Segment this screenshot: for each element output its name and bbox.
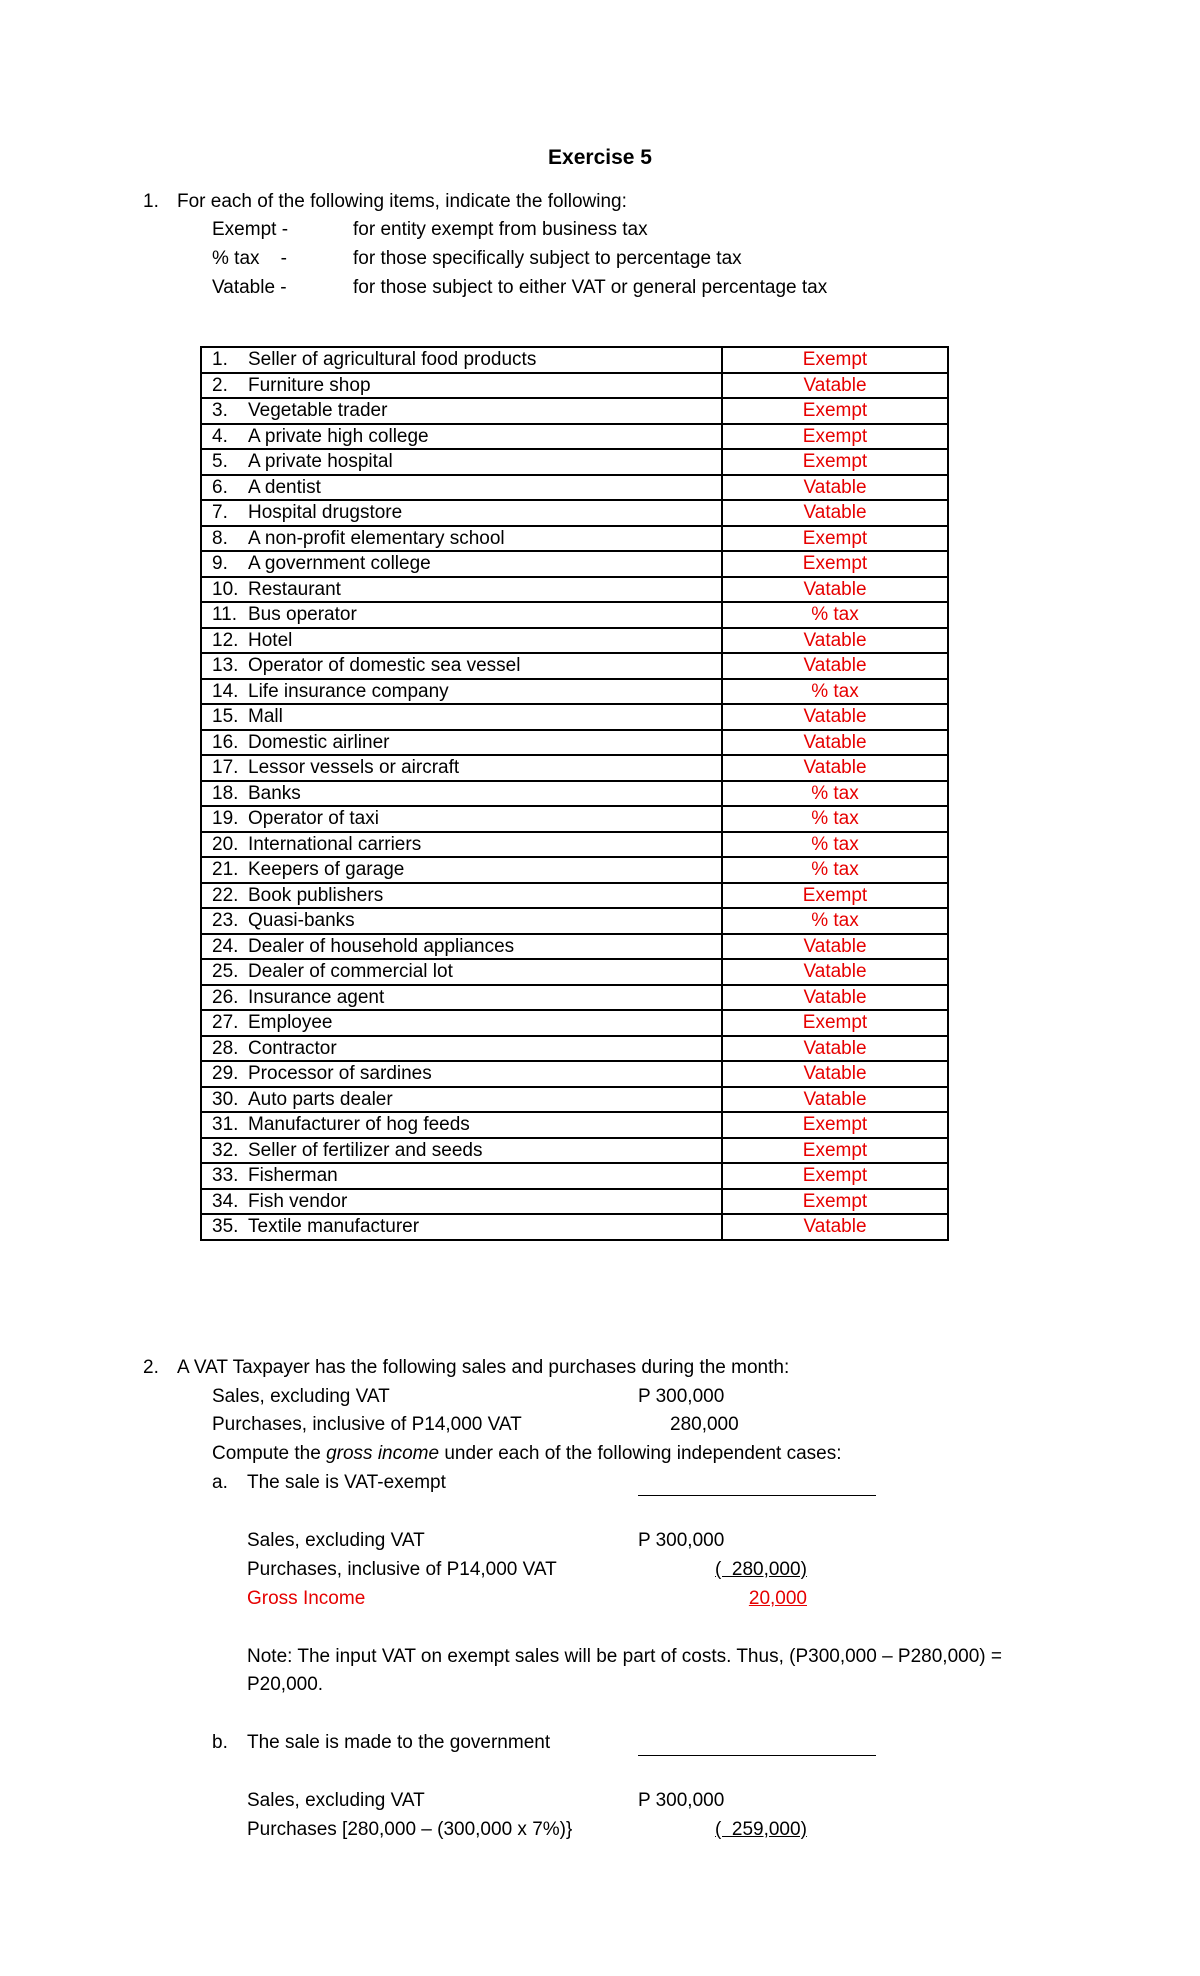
table-row <box>201 602 948 628</box>
item-number: 13. <box>212 655 239 677</box>
item-cell <box>201 1138 722 1164</box>
item-number: 6. <box>212 476 228 498</box>
item-number: 2. <box>212 374 228 396</box>
case-a-note-line2: P20,000. <box>247 1674 324 1695</box>
item-cell <box>201 883 722 909</box>
item-cell <box>201 1010 722 1036</box>
item-label: Banks <box>248 782 301 804</box>
item-answer: Exempt <box>722 1138 948 1164</box>
table-row <box>201 1138 948 1164</box>
table-row <box>201 398 948 424</box>
legend-desc-exempt: for entity exempt from business tax <box>353 219 648 240</box>
item-label: A private hospital <box>248 451 393 473</box>
item-cell <box>201 475 722 501</box>
item-label: Textile manufacturer <box>248 1216 420 1238</box>
item-cell <box>201 1189 722 1215</box>
case-a-letter: a. <box>212 1472 228 1493</box>
item-number: 12. <box>212 629 239 651</box>
table-row <box>201 577 948 603</box>
item-label: Hotel <box>248 629 293 651</box>
item-number: 21. <box>212 859 239 881</box>
item-cell <box>201 398 722 424</box>
item-label: International carriers <box>248 833 422 855</box>
item-cell <box>201 832 722 858</box>
item-cell <box>201 1163 722 1189</box>
q2-prompt: A VAT Taxpayer has the following sales and purchases during the month: <box>177 1357 790 1378</box>
table-row <box>201 653 948 679</box>
table-row <box>201 373 948 399</box>
item-number: 25. <box>212 961 239 983</box>
item-cell <box>201 1087 722 1113</box>
table-row <box>201 449 948 475</box>
item-label: Processor of sardines <box>248 1063 432 1085</box>
item-number: 14. <box>212 680 239 702</box>
legend-code-percent-tax: % tax - <box>212 248 287 269</box>
item-answer: Vatable <box>722 704 948 730</box>
table-row <box>201 1061 948 1087</box>
table-row <box>201 755 948 781</box>
item-answer: % tax <box>722 832 948 858</box>
item-label: Domestic airliner <box>248 731 390 753</box>
item-label: Restaurant <box>248 578 341 600</box>
item-cell <box>201 628 722 654</box>
item-label: Book publishers <box>248 884 384 906</box>
item-cell <box>201 1036 722 1062</box>
case-a-sales-label: Sales, excluding VAT <box>247 1530 425 1551</box>
item-cell <box>201 1214 722 1240</box>
item-cell <box>201 1061 722 1087</box>
case-a-gross-income-value: 20,000 <box>748 1588 807 1609</box>
case-b-sales-value: P 300,000 <box>638 1790 725 1811</box>
q2-purchases-value: 280,000 <box>670 1414 739 1435</box>
case-b-letter: b. <box>212 1732 228 1753</box>
item-label: Furniture shop <box>248 374 371 396</box>
item-number: 30. <box>212 1088 239 1110</box>
table-row <box>201 832 948 858</box>
table-row <box>201 934 948 960</box>
item-cell <box>201 373 722 399</box>
item-answer: Vatable <box>722 1087 948 1113</box>
item-answer: Vatable <box>722 730 948 756</box>
item-answer: Exempt <box>722 347 948 373</box>
item-label: Auto parts dealer <box>248 1088 393 1110</box>
item-cell <box>201 679 722 705</box>
item-answer: Vatable <box>722 373 948 399</box>
case-a-purchases-label: Purchases, inclusive of P14,000 VAT <box>247 1559 557 1580</box>
item-number: 23. <box>212 910 239 932</box>
table-row <box>201 781 948 807</box>
table-row <box>201 424 948 450</box>
q2-compute-instruction: Compute the gross income under each of the following independent cases: <box>212 1443 842 1464</box>
item-answer: Exempt <box>722 1163 948 1189</box>
item-label: Quasi-banks <box>248 910 355 932</box>
case-b-answer-blank <box>638 1754 876 1756</box>
case-b-label: The sale is made to the government <box>247 1732 551 1753</box>
table-row <box>201 985 948 1011</box>
case-a-gross-income-label: Gross Income <box>247 1588 366 1609</box>
item-label: Seller of agricultural food products <box>248 349 537 371</box>
legend-desc-percent-tax: for those specifically subject to percentage tax <box>353 248 742 269</box>
item-label: A non-profit elementary school <box>248 527 505 549</box>
item-number: 11. <box>212 604 238 626</box>
item-label: Mall <box>248 706 283 728</box>
item-label: Fisherman <box>248 1165 338 1187</box>
table-row <box>201 959 948 985</box>
item-number: 17. <box>212 757 239 779</box>
item-answer: Vatable <box>722 985 948 1011</box>
case-b-purchases-label: Purchases [280,000 – (300,000 x 7%)} <box>247 1819 573 1840</box>
q2-number: 2. <box>143 1357 159 1378</box>
item-answer: Exempt <box>722 398 948 424</box>
legend-code-vatable: Vatable - <box>212 277 287 298</box>
item-number: 8. <box>212 527 228 549</box>
item-label: A private high college <box>248 425 429 447</box>
item-cell <box>201 551 722 577</box>
table-row <box>201 347 948 373</box>
item-label: Keepers of garage <box>248 859 405 881</box>
item-label: Seller of fertilizer and seeds <box>248 1139 483 1161</box>
item-answer: % tax <box>722 781 948 807</box>
table-row <box>201 475 948 501</box>
case-b-sales-label: Sales, excluding VAT <box>247 1790 425 1811</box>
item-number: 7. <box>212 502 228 524</box>
item-number: 10. <box>212 578 239 600</box>
item-cell <box>201 602 722 628</box>
table-row <box>201 1163 948 1189</box>
table-row <box>201 679 948 705</box>
item-cell <box>201 857 722 883</box>
item-label: Life insurance company <box>248 680 449 702</box>
item-number: 34. <box>212 1190 239 1212</box>
item-cell <box>201 449 722 475</box>
item-answer: Exempt <box>722 449 948 475</box>
item-number: 27. <box>212 1012 239 1034</box>
item-label: A government college <box>248 553 431 575</box>
item-answer: % tax <box>722 806 948 832</box>
item-answer: Vatable <box>722 475 948 501</box>
item-cell <box>201 704 722 730</box>
item-label: Manufacturer of hog feeds <box>248 1114 470 1136</box>
table-row <box>201 806 948 832</box>
item-number: 3. <box>212 400 228 422</box>
item-cell <box>201 755 722 781</box>
item-cell <box>201 424 722 450</box>
item-answer: % tax <box>722 602 948 628</box>
item-number: 19. <box>212 808 239 830</box>
item-answer: Exempt <box>722 424 948 450</box>
item-number: 18. <box>212 782 239 804</box>
table-row <box>201 1036 948 1062</box>
item-answer: Exempt <box>722 551 948 577</box>
item-cell <box>201 577 722 603</box>
item-number: 24. <box>212 935 239 957</box>
table-row <box>201 704 948 730</box>
item-number: 20. <box>212 833 239 855</box>
item-number: 31. <box>212 1114 239 1136</box>
q2-sales-value: P 300,000 <box>638 1386 725 1407</box>
table-row <box>201 857 948 883</box>
item-number: 16. <box>212 731 239 753</box>
case-a-purchases-value: ( 280,000) <box>715 1559 807 1580</box>
table-row <box>201 1010 948 1036</box>
table-row <box>201 500 948 526</box>
item-label: Bus operator <box>248 604 357 626</box>
item-number: 35. <box>212 1216 239 1238</box>
item-cell <box>201 908 722 934</box>
table-row <box>201 526 948 552</box>
legend-desc-vatable: for those subject to either VAT or general percentage tax <box>353 277 828 298</box>
item-number: 4. <box>212 425 228 447</box>
item-number: 28. <box>212 1037 239 1059</box>
item-answer: Vatable <box>722 959 948 985</box>
item-answer: Vatable <box>722 577 948 603</box>
item-label: Vegetable trader <box>248 400 388 422</box>
table-row <box>201 551 948 577</box>
item-number: 9. <box>212 553 228 575</box>
item-label: Contractor <box>248 1037 337 1059</box>
item-label: Dealer of household appliances <box>248 935 515 957</box>
table-row <box>201 1112 948 1138</box>
item-label: Operator of domestic sea vessel <box>248 655 521 677</box>
item-answer: Vatable <box>722 1214 948 1240</box>
item-number: 5. <box>212 451 228 473</box>
case-b-purchases-value: ( 259,000) <box>715 1819 807 1840</box>
item-label: Hospital drugstore <box>248 502 403 524</box>
item-label: Lessor vessels or aircraft <box>248 757 460 779</box>
item-answer: Exempt <box>722 526 948 552</box>
item-cell <box>201 959 722 985</box>
q1-prompt: For each of the following items, indicate the following: <box>177 191 627 212</box>
table-row <box>201 1189 948 1215</box>
table-row <box>201 908 948 934</box>
item-answer: % tax <box>722 908 948 934</box>
item-cell <box>201 781 722 807</box>
legend-code-exempt: Exempt - <box>212 219 289 240</box>
q1-number: 1. <box>143 191 159 212</box>
item-answer: Exempt <box>722 883 948 909</box>
case-a-note-line1: Note: The input VAT on exempt sales will be part of costs. Thus, (P300,000 – P280,000) = <box>247 1646 1002 1667</box>
item-label: Insurance agent <box>248 986 385 1008</box>
item-label: Fish vendor <box>248 1190 348 1212</box>
item-answer: Exempt <box>722 1112 948 1138</box>
table-row <box>201 1087 948 1113</box>
item-answer: Exempt <box>722 1010 948 1036</box>
item-cell <box>201 934 722 960</box>
table-row <box>201 883 948 909</box>
item-label: Operator of taxi <box>248 808 379 830</box>
table-row <box>201 730 948 756</box>
item-label: A dentist <box>248 476 321 498</box>
item-cell <box>201 526 722 552</box>
case-a-answer-blank <box>638 1494 876 1496</box>
item-number: 29. <box>212 1063 239 1085</box>
item-number: 32. <box>212 1139 239 1161</box>
item-answer: % tax <box>722 857 948 883</box>
item-number: 15. <box>212 706 239 728</box>
item-number: 33. <box>212 1165 239 1187</box>
item-answer: Vatable <box>722 755 948 781</box>
item-label: Employee <box>248 1012 333 1034</box>
item-cell <box>201 500 722 526</box>
item-cell <box>201 347 722 373</box>
item-label: Dealer of commercial lot <box>248 961 453 983</box>
item-answer: Vatable <box>722 500 948 526</box>
item-answer: Vatable <box>722 1036 948 1062</box>
page-title: Exercise 5 <box>548 146 652 169</box>
item-answer: Vatable <box>722 1061 948 1087</box>
item-answer: Vatable <box>722 628 948 654</box>
item-number: 26. <box>212 986 239 1008</box>
item-answer: Vatable <box>722 934 948 960</box>
q2-purchases-label: Purchases, inclusive of P14,000 VAT <box>212 1414 522 1435</box>
item-answer: Exempt <box>722 1189 948 1215</box>
q2-sales-label: Sales, excluding VAT <box>212 1386 390 1407</box>
item-cell <box>201 730 722 756</box>
classification-table <box>200 346 949 1241</box>
item-number: 22. <box>212 884 239 906</box>
table-row <box>201 628 948 654</box>
item-cell <box>201 1112 722 1138</box>
item-number: 1. <box>212 349 228 371</box>
case-a-label: The sale is VAT-exempt <box>247 1472 446 1493</box>
table-row <box>201 1214 948 1240</box>
item-cell <box>201 806 722 832</box>
item-answer: % tax <box>722 679 948 705</box>
case-a-sales-value: P 300,000 <box>638 1530 725 1551</box>
item-answer: Vatable <box>722 653 948 679</box>
item-cell <box>201 985 722 1011</box>
item-cell <box>201 653 722 679</box>
